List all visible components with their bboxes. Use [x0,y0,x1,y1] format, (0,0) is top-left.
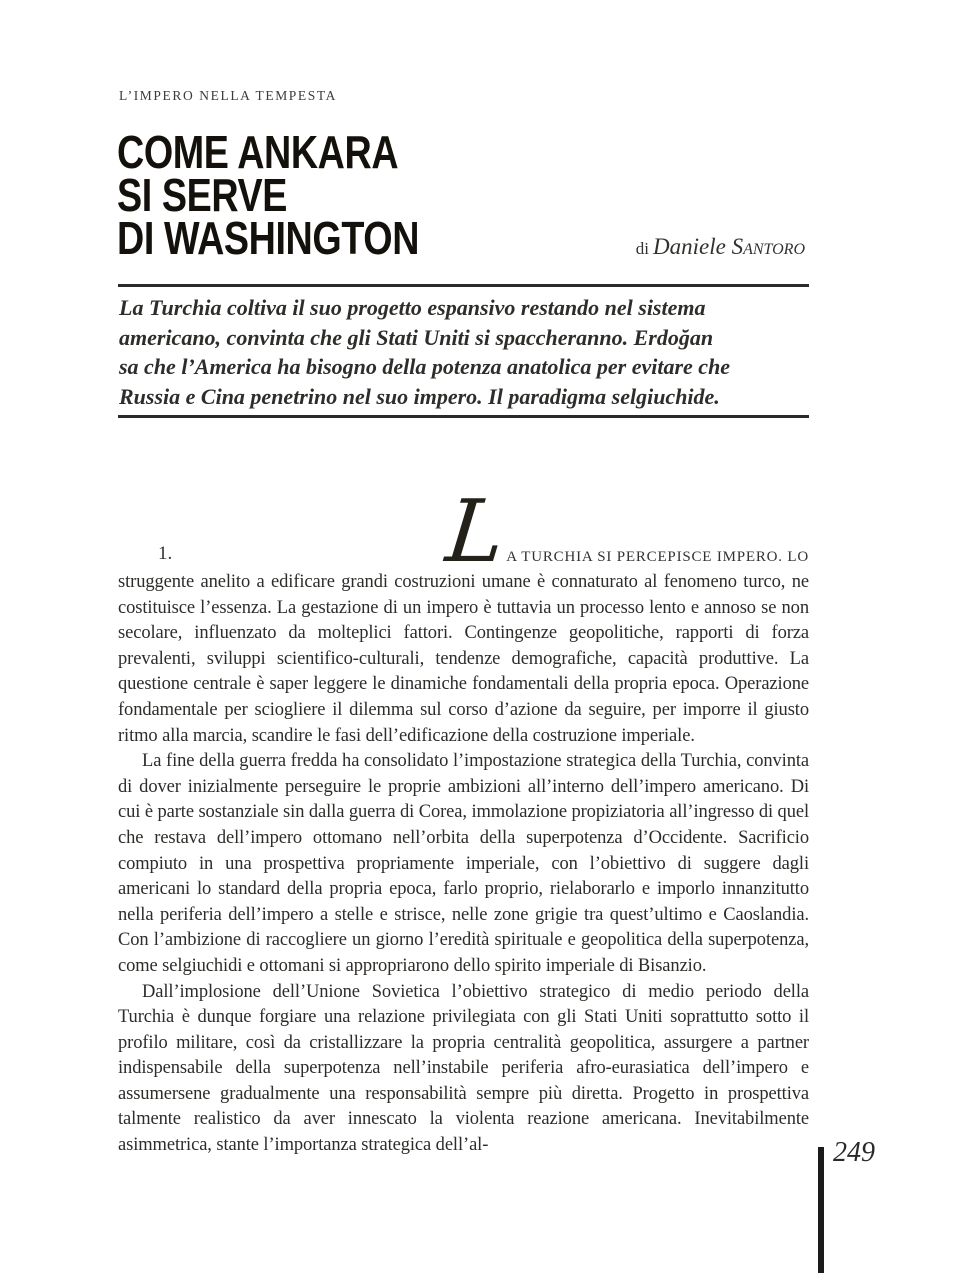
abstract-line: sa che l’America ha bisogno della potenza anatolica per evitare che [119,354,731,379]
abstract-line: Russia e Cina penetrino nel suo impero. Il paradigma selgiuchide. [119,383,720,409]
author-last-name: Santoro [731,234,805,259]
opening-right-group [441,482,809,582]
byline-prefix: di [635,239,649,258]
abstract [119,293,819,411]
title-line-1: COME ANKARA [117,126,399,178]
opening-line [118,482,809,582]
author-first-name: Daniele [653,234,726,259]
abstract-line: americano, convinta che gli Stati Uniti si spaccheranno. Erdoğan [119,324,714,350]
paragraph: struggente anelito a edificare grandi costruzioni umane è connaturato al fenomeno turco, ne costituisce l’essenza. La gestazione di un impero è tuttavia un processo lento e annoso se non secolare, influenzato da molteplici fattori. Contingenze geopolitiche, rapporti di forza prevalenti, sviluppi scientifico-culturali, tendenze demografiche, capacità produttive. La questione centrale è saper leggere le dinamiche fondamentali della propria epoca. Operazione fondamentale per sciogliere il dilemma sul corso d’azione da seguire, per imporre il giusto ritmo alla marcia, scandire le fasi dell’edificazione della costruzione imperiale. [118,572,809,746]
paragraph: Dall’implosione dell’Unione Sovietica l’obiettivo strategico di medio periodo della Turchia è dunque forgiare una relazione privilegiata con gli Stati Uniti soprattutto sotto il profilo militare, così da cristallizzare la propria centralità geopolitica, assurgere a partner indispensabile della superpotenza nell’instabile periferia afro-eurasiatica dell’impero e assumersene gradualmente una responsabilità sempre più diretta. Progetto in prospettiva talmente realistico da aver innescato la violenta reazione americana. Inevitabilmente asimmetrica, stante l’importanza strategica dell’al- [118,981,809,1156]
drop-cap: L [441,482,508,582]
paragraph: La fine della guerra fredda ha consolidato l’impostazione strategica della Turchia, convinta di dover inizialmente perseguire le proprie ambizioni all’interno dell’impero americano. Di cui è parte sostanziale sin dalla guerra di Corea, immolazione propiziatoria all’ingresso di quel che restava dell’impero ottomano nell’orbita della superpotenza d’Occidente. Sacrificio compiuto in una prospettiva propriamente imperiale, con l’obiettivo di suggere dagli americani lo standard della propria epoca, farlo proprio, rielaborarlo e imporlo innanzitutto nella periferia dell’impero a stelle e strisce, nelle zone grigie tra quest’ultimo e Caoslandia. Con l’ambizione di raccogliere un giorno l’eredità spirituale e geopolitica della superpotenza, come selgiuchidi e ottomani si appropriarono dello spirito imperiale di Bisanzio. [118,751,809,976]
body-text [118,570,809,1159]
byline [636,234,805,260]
running-head: L’IMPERO NELLA TEMPESTA [119,88,337,103]
title-line-2: SI SERVE [117,169,288,221]
abstract-line: La Turchia coltiva il suo progetto espansivo restando nel sistema [119,295,706,320]
section-number: 1. [158,543,173,564]
abstract-top-rule [118,284,809,287]
opening-small-caps: A TURCHIA SI PERCEPISCE IMPERO. LO [506,549,809,565]
title-line-3: DI WASHINGTON [117,212,420,264]
page-number: 249 [833,1137,875,1168]
folio-bar [818,1147,824,1273]
abstract-bottom-rule [118,415,809,418]
article-title [117,126,420,264]
